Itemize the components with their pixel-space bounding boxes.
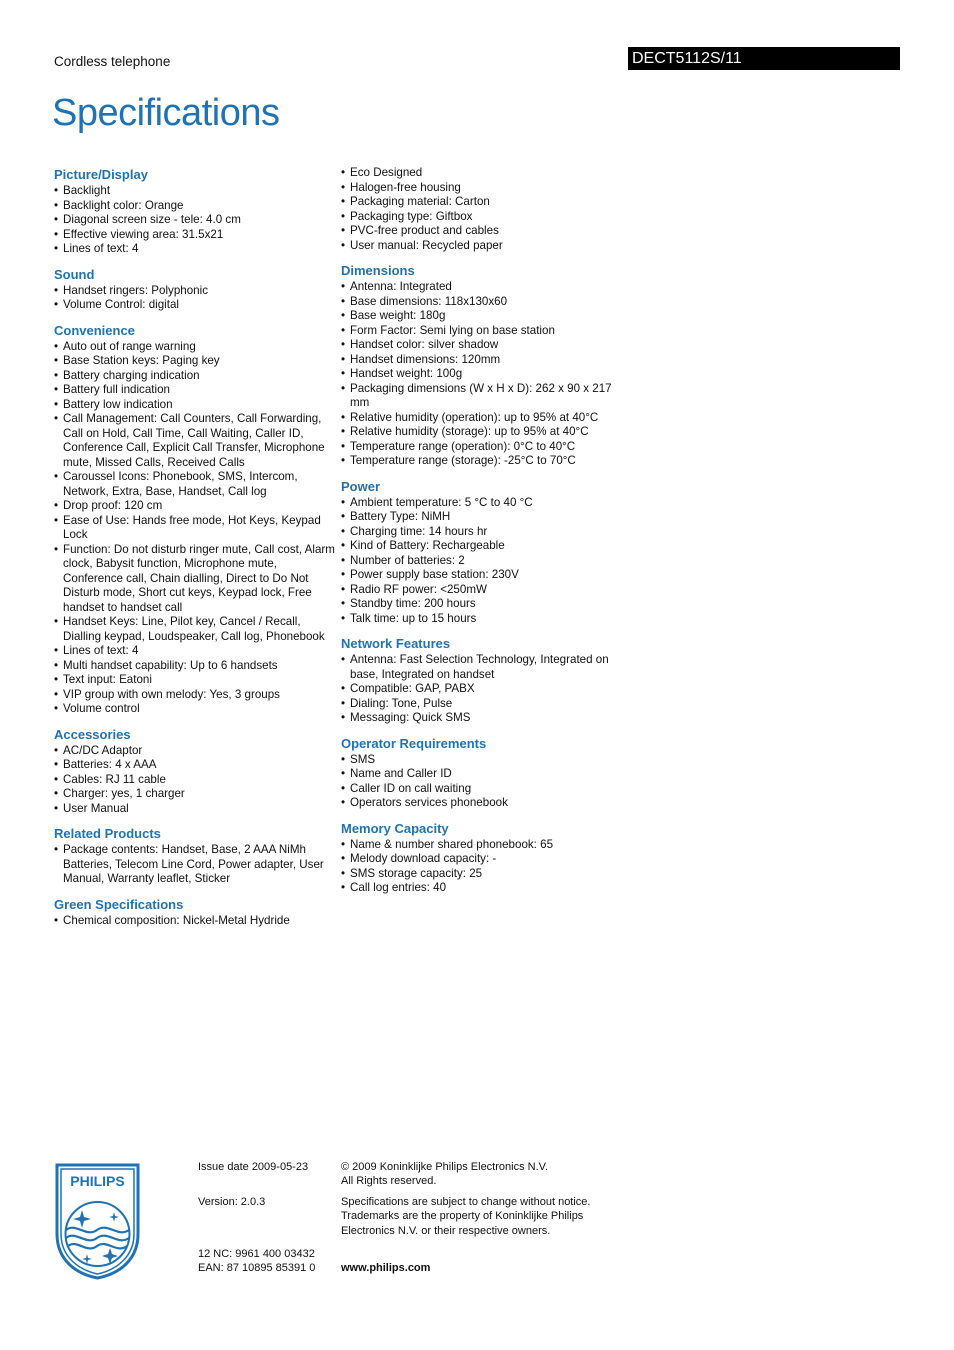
spec-section [54,726,339,817]
section-heading: Related Products [54,826,161,841]
philips-shield-logo [54,1162,141,1280]
spec-section [341,820,631,896]
spec-section [341,262,631,469]
spec-list [341,838,631,896]
spec-item: • User manual: Recycled paper [341,239,631,254]
section-heading: Power [341,478,381,494]
spec-list [341,166,631,253]
page-title: Specifications [52,92,280,134]
spec-list [54,914,339,929]
spec-item: • Call Management: Call Counters, Call Forwarding, Call on Hold, Call Time, Call Waiting, Caller ID, Conference Call, Explicit Call Transfer, Microphone mute, Missed Calls, Received Calls [54,412,339,470]
spec-item: • Packaging type: Giftbox [341,210,631,225]
spec-item: • AC/DC Adaptor [54,744,339,759]
spec-section [341,166,631,253]
spec-item: • Power supply base station: 230V [341,568,631,583]
spec-section [341,478,631,627]
left-spec-column [54,166,339,937]
spec-item: • Messaging: Quick SMS [341,711,631,726]
spec-list [54,340,339,717]
spec-item: • Standby time: 200 hours [341,597,631,612]
spec-list [341,653,631,726]
version: Version: 2.0.3 [198,1196,266,1208]
spec-section [54,166,339,257]
spec-item: • Charging time: 14 hours hr [341,525,631,540]
spec-item: • Battery full indication [54,383,339,398]
spec-item: • Function: Do not disturb ringer mute, Call cost, Alarm clock, Babysit function, Microphone mute, Conference call, Chain dialling, Direct to Do Not Disturb mode, Short cut keys, Keypad lock, Free handset to handset call [54,543,339,616]
spec-item: • Compatible: GAP, PABX [341,682,631,697]
spec-item: • Eco Designed [341,166,631,181]
notice-line-1: Specifications are subject to change without notice. [341,1196,591,1208]
notice-line-3: Electronics N.V. or their respective owners. [341,1225,551,1237]
spec-item: • Volume Control: digital [54,298,339,313]
spec-item: • Ease of Use: Hands free mode, Hot Keys, Keypad Lock [54,514,339,543]
twelve-nc: 12 NC: 9961 400 03432 [198,1248,315,1260]
spec-section [54,825,339,887]
spec-item: • Melody download capacity: - [341,852,631,867]
spec-section [341,735,631,811]
copyright-line-2: All Rights reserved. [341,1175,437,1187]
ean-code: EAN: 87 10895 85391 0 [198,1262,316,1274]
spec-item: • Cables: RJ 11 cable [54,773,339,788]
section-heading: Dimensions [341,263,415,278]
spec-list [54,184,339,257]
section-heading: Sound [54,266,95,282]
spec-item: • Volume control [54,702,339,717]
spec-item: • Chemical composition: Nickel-Metal Hydride [54,914,339,929]
issue-date: Issue date 2009-05-23 [198,1161,309,1173]
spec-item: • SMS storage capacity: 25 [341,867,631,882]
spec-item: • Base dimensions: 118x130x60 [341,295,631,310]
spec-item: • Effective viewing area: 31.5x21 [54,228,339,243]
spec-item: • Lines of text: 4 [54,242,339,257]
spec-item: • Auto out of range warning [54,340,339,355]
spec-item: • Packaging material: Carton [341,195,631,210]
spec-item: • Base Station keys: Paging key [54,354,339,369]
spec-item: • Caller ID on call waiting [341,782,631,797]
spec-item: • Handset weight: 100g [341,367,631,382]
section-heading: Convenience [54,322,135,338]
spec-item: • Batteries: 4 x AAA [54,758,339,773]
spec-section [54,266,339,313]
spec-item: • Kind of Battery: Rechargeable [341,539,631,554]
spec-item: • PVC-free product and cables [341,224,631,239]
spec-item: • Temperature range (operation): 0°C to 40°C [341,440,631,455]
spec-item: • Form Factor: Semi lying on base station [341,324,631,339]
spec-item: • Call log entries: 40 [341,881,631,896]
spec-section [54,896,339,929]
spec-item: • Base weight: 180g [341,309,631,324]
spec-item: • User Manual [54,802,339,817]
spec-item: • Operators services phonebook [341,796,631,811]
spec-item: • SMS [341,753,631,768]
spec-section [341,635,631,726]
spec-item: • Handset Keys: Line, Pilot key, Cancel / Recall, Dialling keypad, Loudspeaker, Call log, Phonebook [54,615,339,644]
spec-item: • Charger: yes, 1 charger [54,787,339,802]
spec-item: • Backlight [54,184,339,199]
spec-item: • Battery low indication [54,398,339,413]
spec-item: • Relative humidity (storage): up to 95% at 40°C [341,425,631,440]
svg-text:PHILIPS: PHILIPS [70,1173,125,1189]
section-heading: Green Specifications [54,896,184,912]
copyright-line-1: © 2009 Koninklijke Philips Electronics N.V. [341,1161,549,1173]
spec-item: • Dialing: Tone, Pulse [341,697,631,712]
spec-list [54,744,339,817]
spec-list [54,284,339,313]
spec-item: • Caroussel Icons: Phonebook, SMS, Intercom, Network, Extra, Base, Handset, Call log [54,470,339,499]
section-heading: Network Features [341,636,451,651]
spec-item: • Ambient temperature: 5 °C to 40 °C [341,496,631,511]
spec-item: • Text input: Eatoni [54,673,339,688]
section-heading: Memory Capacity [341,820,449,836]
spec-section [54,322,339,717]
spec-item: • Diagonal screen size - tele: 4.0 cm [54,213,339,228]
spec-item: • Backlight color: Orange [54,199,339,214]
spec-item: • Number of batteries: 2 [341,554,631,569]
spec-list [54,843,339,887]
spec-item: • Multi handset capability: Up to 6 handsets [54,659,339,674]
spec-item: • Talk time: up to 15 hours [341,612,631,627]
spec-item: • Antenna: Integrated [341,280,631,295]
spec-list [341,280,631,469]
spec-item: • Handset dimensions: 120mm [341,353,631,368]
spec-item: • VIP group with own melody: Yes, 3 groups [54,688,339,703]
website-link[interactable]: www.philips.com [341,1262,431,1274]
spec-item: • Name & number shared phonebook: 65 [341,838,631,853]
spec-item: • Temperature range (storage): -25°C to 70°C [341,454,631,469]
spec-item: • Battery Type: NiMH [341,510,631,525]
spec-item: • Handset ringers: Polyphonic [54,284,339,299]
spec-item: • Package contents: Handset, Base, 2 AAA NiMh Batteries, Telecom Line Cord, Power adapter, User Manual, Warranty leaflet, Sticker [54,843,339,887]
spec-item: • Antenna: Fast Selection Technology, Integrated on base, Integrated on handset [341,653,631,682]
spec-item: • Drop proof: 120 cm [54,499,339,514]
spec-item: • Halogen-free housing [341,181,631,196]
spec-item: • Handset color: silver shadow [341,338,631,353]
spec-item: • Relative humidity (operation): up to 95% at 40°C [341,411,631,426]
right-spec-column [341,166,631,905]
spec-item: • Radio RF power: <250mW [341,583,631,598]
section-heading: Picture/Display [54,167,148,182]
spec-item: • Name and Caller ID [341,767,631,782]
model-number-bar: DECT5112S/11 [628,47,900,70]
section-heading: Accessories [54,726,131,742]
spec-item: • Packaging dimensions (W x H x D): 262 x 90 x 217 mm [341,382,631,411]
spec-list [341,496,631,627]
spec-list [341,753,631,811]
notice-line-2: Trademarks are the property of Koninklijke Philips [341,1210,584,1222]
spec-item: • Battery charging indication [54,369,339,384]
product-category: Cordless telephone [54,54,171,69]
section-heading: Operator Requirements [341,735,487,751]
spec-item: • Lines of text: 4 [54,644,339,659]
